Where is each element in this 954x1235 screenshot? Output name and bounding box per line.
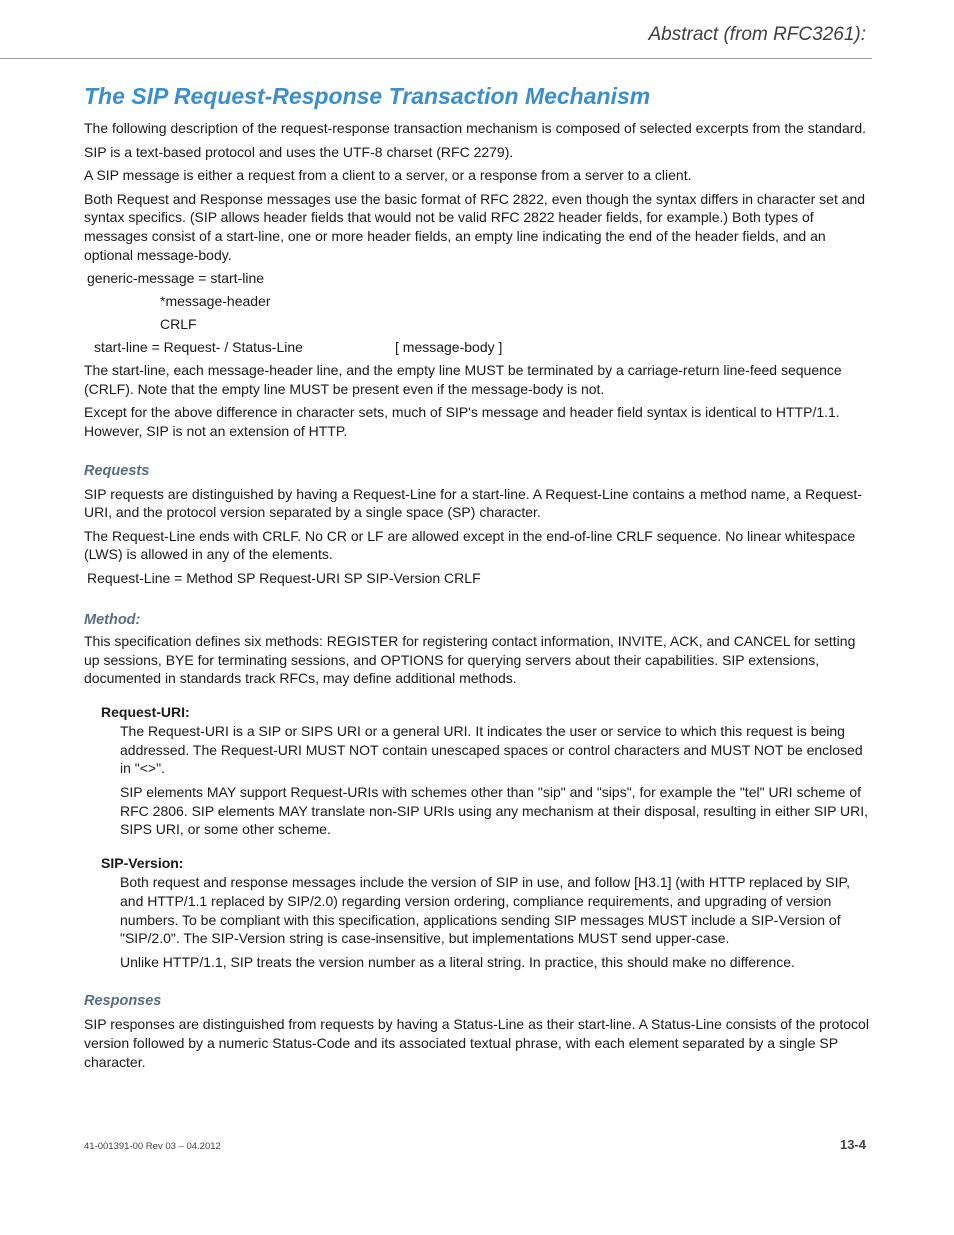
grammar-message-header: *message-header [160,293,271,310]
method-section [84,612,870,688]
body-paragraph: The start-line, each message-header line, and the empty line MUST be terminated by a carriage-return line-feed sequence (CRLF). Note that the empty line MUST be present even if the message-body is not. [84,362,842,397]
sip-version-paragraph: Both request and response messages include the version of SIP in use, and follow [H3.1] (with HTTP replaced by SIP, and HTTP/1.1 replaced by SIP/2.0) regarding version ordering, compliance requirements, and upgrading of version numbers. To be compliant with this specification, applications sending SIP messages MUST include a SIP-Version of "SIP/2.0". The SIP-Version string is case-insensitive, but implementations MUST send upper-case. [120,874,850,947]
grammar-start-line: start-line = Request- / Status-Line [94,339,303,356]
requests-paragraph: SIP requests are distinguished by having a Request-Line for a start-line. A Request-Line contains a method name, a Request-URI, and the protocol version separated by a single space (SP) character. [84,485,862,521]
request-uri-paragraph: The Request-URI is a SIP or SIPS URI or a general URI. It indicates the user or service to which this request is being addressed. The Request-URI MUST NOT contain unescaped spaces or control characters and MUST NOT be enclosed in "<>". [120,723,863,777]
grammar-crlf: CRLF [160,316,197,333]
header-rule [0,58,872,59]
request-uri-body [120,722,870,839]
generic-message-grammar [84,269,870,361]
request-line-grammar [84,569,870,592]
sip-version-body [120,873,870,971]
sip-version-section [84,854,870,972]
intro-paragraph: Both Request and Response messages use the basic format of RFC 2822, even though the syntax differs in character set and syntax specifics. (SIP allows header fields that would not be valid RFC 2822 header fields, for example.) Both types of messages consist of a start-line, one or more header fields, an empty line indicating the end of the header fields, and an optional message-body. [84,190,866,263]
requests-heading: Requests [84,462,150,479]
responses-section [84,993,870,1071]
grammar-row [84,292,870,315]
grammar-row [84,269,870,292]
grammar-generic-message: generic-message = start-line [87,270,265,287]
request-uri-heading: Request-URI: [101,703,190,720]
intro-paragraph: The following description of the request-response transaction mechanism is composed of selected excerpts from the standard. [84,120,867,136]
sip-version-heading: SIP-Version: [101,854,184,871]
intro-paragraph: SIP is a text-based protocol and uses the UTF-8 charset (RFC 2279). [84,143,514,160]
page-title: The SIP Request-Response Transaction Mechanism [84,83,651,109]
body-paragraph: Except for the above difference in character sets, much of SIP's message and header field syntax is identical to HTTP/1.1. However, SIP is not an extension of HTTP. [84,404,840,439]
requests-paragraph: The Request-Line ends with CRLF. No CR or LF are allowed except in the end-of-line CRLF sequence. No linear whitespace (LWS) is allowed in any of the elements. [84,527,856,563]
footer-page-number: 13-4 [839,1137,866,1152]
grammar-request-line: Request-Line = Method SP Request-URI SP SIP-Version CRLF [87,569,481,586]
request-uri-section [84,703,870,839]
request-uri-paragraph: SIP elements MAY support Request-URIs with schemes other than "sip" and "sips", for example the "tel" URI scheme of RFC 2806. SIP elements MAY translate non-SIP URIs using any mechanism at their disposal, resulting in either SIP URI, SIPS URI, or some other scheme. [120,784,869,838]
footer-doc-id: 41-001391-00 Rev 03 – 04.2012 [84,1141,221,1152]
responses-heading: Responses [84,993,162,1010]
method-heading: Method: [84,611,141,628]
method-paragraph: This specification defines six methods: REGISTER for registering contact information, INVITE, ACK, and CANCEL for setting up sessions, BYE for terminating sessions, and OPTIONS for querying servers about their capabilities. SIP extensions, documented in standards track RFCs, may define additional methods. [84,632,856,687]
header-title: Abstract (from RFC3261): [648,24,866,45]
responses-paragraph: SIP responses are distinguished from requests by having a Status-Line as their start-line. A Status-Line consists of the protocol version followed by a numeric Status-Code and its associated textual phrase, with each element separated by a single SP character. [84,1016,869,1070]
intro-paragraph: A SIP message is either a request from a client to a server, or a response from a server to a client. [84,167,692,184]
main-content [84,80,870,1076]
grammar-message-body: [ message-body ] [395,339,503,356]
grammar-row [84,315,870,338]
grammar-row [84,338,870,361]
requests-section [84,463,870,592]
sip-version-paragraph: Unlike HTTP/1.1, SIP treats the version number as a literal string. In practice, this should make no difference. [120,953,795,970]
